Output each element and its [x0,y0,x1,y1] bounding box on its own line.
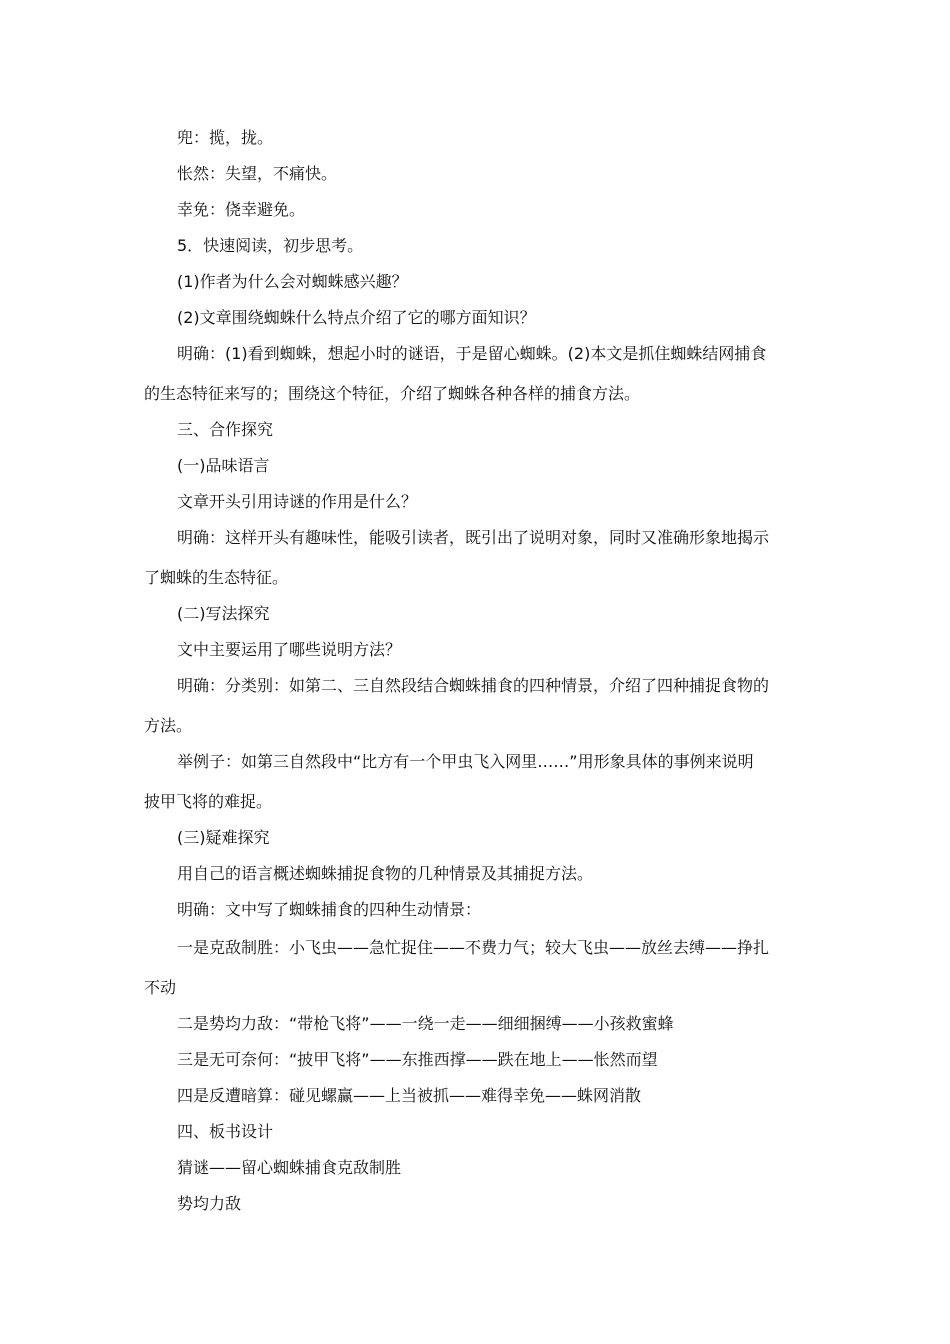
definition-dou: 兜：揽，拢。 [177,128,274,147]
answer-classification: 明确：分类别：如第二、三自然段结合蜘蛛捕食的四种情景，介绍了四种捕捉食物的 [177,676,770,695]
answer-example: 举例子：如第三自然段中“比方有一个甲虫飞入网里……”用形象具体的事例来说明 [177,752,754,771]
subheading-language: (一)品味语言 [177,456,270,475]
definition-xingmian: 幸免：侥幸避免。 [177,200,306,219]
answer-opening: 明确：这样开头有趣味性，能吸引读者，既引出了说明对象，同时又准确形象地揭示 [177,528,770,547]
question-summary: 用自己的语言概述蜘蛛捕捉食物的几种情景及其捕捉方法。 [177,864,594,883]
subheading-writing-method: (二)写法探究 [177,604,270,623]
question-opening: 文章开头引用诗谜的作用是什么？ [177,492,418,511]
board-line-2: 势均力敌 [177,1194,242,1213]
definition-changran: 怅然：失望，不痛快。 [177,164,338,183]
subheading-difficulty: (三)疑难探究 [177,828,270,847]
answer-example-cont: 披甲飞将的难捉。 [144,792,273,811]
section-heading-5: 5．快速阅读，初步思考。 [177,236,364,255]
answer-paragraph: 明确：(1)看到蜘蛛，想起小时的谜语，于是留心蜘蛛。(2)本文是抓住蜘蛛结网捕食 [177,344,767,363]
heading-board-design: 四、板书设计 [177,1122,274,1141]
question-2: (2)文章围绕蜘蛛什么特点介绍了它的哪方面知识？ [177,308,536,327]
scene-3: 三是无可奈何：“披甲飞将”——东推西撑——跌在地上——怅然而望 [177,1050,658,1069]
scene-1-cont: 不动 [144,978,177,997]
answer-paragraph-cont: 的生态特征来写的；围绕这个特征，介绍了蜘蛛各种各样的捕食方法。 [144,384,641,403]
scene-4: 四是反遭暗算：碰见螺赢——上当被抓——难得幸免——蛛网消散 [177,1086,642,1105]
heading-cooperative-inquiry: 三、合作探究 [177,420,274,439]
question-1: (1)作者为什么会对蜘蛛感兴趣？ [177,272,408,291]
board-line-1: 猜谜——留心蜘蛛捕食克敌制胜 [177,1158,402,1177]
answer-summary: 明确：文中写了蜘蛛捕食的四种生动情景： [177,900,482,919]
scene-2: 二是势均力敌：“带枪飞将”——一绕一走——细细捆缚——小孩救蜜蜂 [177,1014,674,1033]
answer-classification-cont: 方法。 [144,716,193,735]
answer-opening-cont: 了蜘蛛的生态特征。 [144,568,289,587]
question-methods: 文中主要运用了哪些说明方法？ [177,640,402,659]
scene-1: 一是克敌制胜：小飞虫——急忙捉住——不费力气；较大飞虫——放丝去缚——挣扎 [177,938,770,957]
